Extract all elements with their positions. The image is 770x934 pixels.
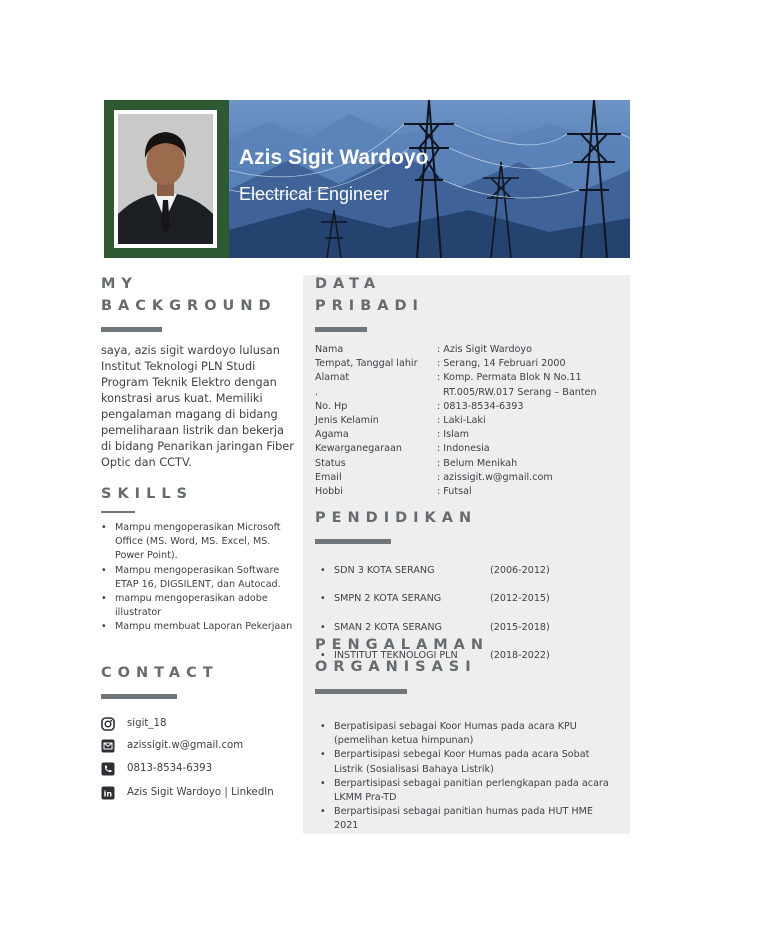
profile-photo: [114, 110, 217, 248]
phone-icon: [101, 762, 115, 776]
personal-value: : Indonesia: [437, 443, 490, 455]
personal-value: : 0813-8534-6393: [437, 400, 524, 412]
right-panel: [303, 275, 630, 834]
list-item: • mampu mengoperasikan adobe illustrator: [101, 592, 301, 620]
personal-value: : Futsal: [437, 486, 472, 497]
background-divider: [101, 327, 162, 332]
organization-title-line1: PENGALAMAN: [315, 637, 490, 653]
personal-value: RT.005/RW.017 Serang – Banten: [443, 386, 597, 398]
personal-label: Nama: [315, 344, 344, 355]
contact-title: CONTACT: [101, 665, 219, 681]
personal-label: Kewarganegaraan: [315, 443, 402, 455]
email-icon: [101, 739, 115, 753]
education-divider: [315, 539, 391, 544]
skills-list: [101, 521, 301, 635]
personal-title-line1: DATA: [315, 276, 382, 292]
personal-value: : azissigit.w@gmail.com: [437, 471, 553, 483]
background-title-line2: BACKGROUND: [101, 298, 277, 314]
personal-value: : Laki-Laki: [437, 415, 486, 426]
organization-divider: [315, 689, 407, 694]
contact-divider: [101, 694, 177, 699]
education-years: (2015-2018): [490, 621, 550, 633]
personal-label: Jenis Kelamin: [315, 415, 379, 426]
personal-value: : Komp. Permata Blok N No.11: [437, 372, 582, 384]
background-text: saya, azis sigit wardoyo lulusan Institut Teknologi PLN Studi Program Teknik Elektro dengan konstrasi arus kuat. Memiliki pengalaman magang di bidang pemeliharaan listrik dan bekerja di bidang Penarikan jaringan Fiber Optic dan CCTV.: [101, 344, 294, 469]
person-name: Azis Sigit Wardoyo: [239, 146, 429, 169]
personal-label: Tempat, Tanggal lahir: [315, 358, 418, 370]
education-school: SMPN 2 KOTA SERANG: [334, 593, 442, 605]
personal-label: Agama: [315, 429, 349, 441]
organization-title-line2: ORGANISASI: [315, 659, 477, 675]
list-item: • Mampu membuat Laporan Pekerjaan: [101, 620, 301, 634]
resume-header: [104, 100, 630, 258]
organization-title: [315, 634, 489, 678]
background-title: [101, 273, 277, 317]
linkedin-icon: [101, 786, 115, 800]
skills-divider: [101, 511, 135, 513]
education-years: (2012-2015): [490, 593, 550, 605]
education-school: SMAN 2 KOTA SERANG: [334, 621, 442, 633]
contact-phone-text: 0813-8534-6393: [127, 763, 213, 774]
personal-value: : Azis Sigit Wardoyo: [437, 344, 532, 355]
list-item: • Mampu mengoperasikan Software ETAP 16, DIGSILENT, dan Autocad.: [101, 564, 301, 592]
personal-label: No. Hp: [315, 400, 348, 412]
list-item: [320, 564, 624, 578]
header-banner: [229, 100, 630, 258]
personal-value: : Serang, 14 Februari 2000: [437, 358, 566, 370]
background-title-line1: MY: [101, 276, 138, 292]
instagram-icon: [101, 717, 115, 731]
education-title: PENDIDIKAN: [315, 510, 478, 526]
personal-divider: [315, 327, 367, 332]
list-item: • Berpartisipasi sebegai Koor Humas pada acara Sobat Listrik (Sosialisasi Bahaya Listrik): [320, 748, 620, 776]
photo-frame: [104, 100, 229, 258]
list-item: • Berpatisipasi sebagai Koor Humas pada acara KPU (pemelihan ketua himpunan): [320, 720, 620, 748]
svg-text:in: in: [103, 789, 113, 799]
contact-email-text: azissigit.w@gmail.com: [127, 740, 244, 751]
personal-value: : Islam: [437, 429, 469, 441]
list-item: • Mampu mengoperasikan Microsoft Office (MS. Word, MS. Excel, MS. Power Point).: [101, 521, 301, 564]
education-school: SDN 3 KOTA SERANG: [334, 565, 435, 576]
contact-list: [101, 717, 301, 817]
personal-label: .: [315, 386, 319, 398]
list-item: • Berpartisipasi sebagai panitian perlengkapan pada acara LKMM Pra-TD: [320, 777, 620, 805]
power-lines-illustration: [229, 100, 630, 258]
job-title: Electrical Engineer: [239, 184, 390, 204]
personal-label: Hobbi: [315, 486, 343, 497]
list-item: [320, 592, 624, 606]
personal-title-line2: PRIBADI: [315, 298, 424, 314]
education-years: (2006-2012): [490, 565, 550, 576]
personal-label: Alamat: [315, 372, 350, 384]
contact-linkedin-text: Azis Sigit Wardoyo | LinkedIn: [127, 787, 274, 798]
personal-value: : Belum Menikah: [437, 457, 518, 469]
education-years: (2018-2022): [490, 650, 550, 662]
list-item: • Berpartisipasi sebagai panitian humas pada HUT HME 2021: [320, 805, 620, 833]
personal-data-table: [315, 343, 625, 503]
contact-instagram-text: sigit_18: [127, 718, 167, 729]
skills-title: SKILLS: [101, 486, 193, 502]
organization-list: [320, 720, 620, 834]
personal-label: Status: [315, 457, 346, 469]
personal-label: Email: [315, 471, 342, 483]
education-school: INSTITUT TEKNOLOGI PLN: [334, 650, 458, 662]
personal-title: [315, 273, 424, 317]
list-item: [320, 621, 624, 635]
